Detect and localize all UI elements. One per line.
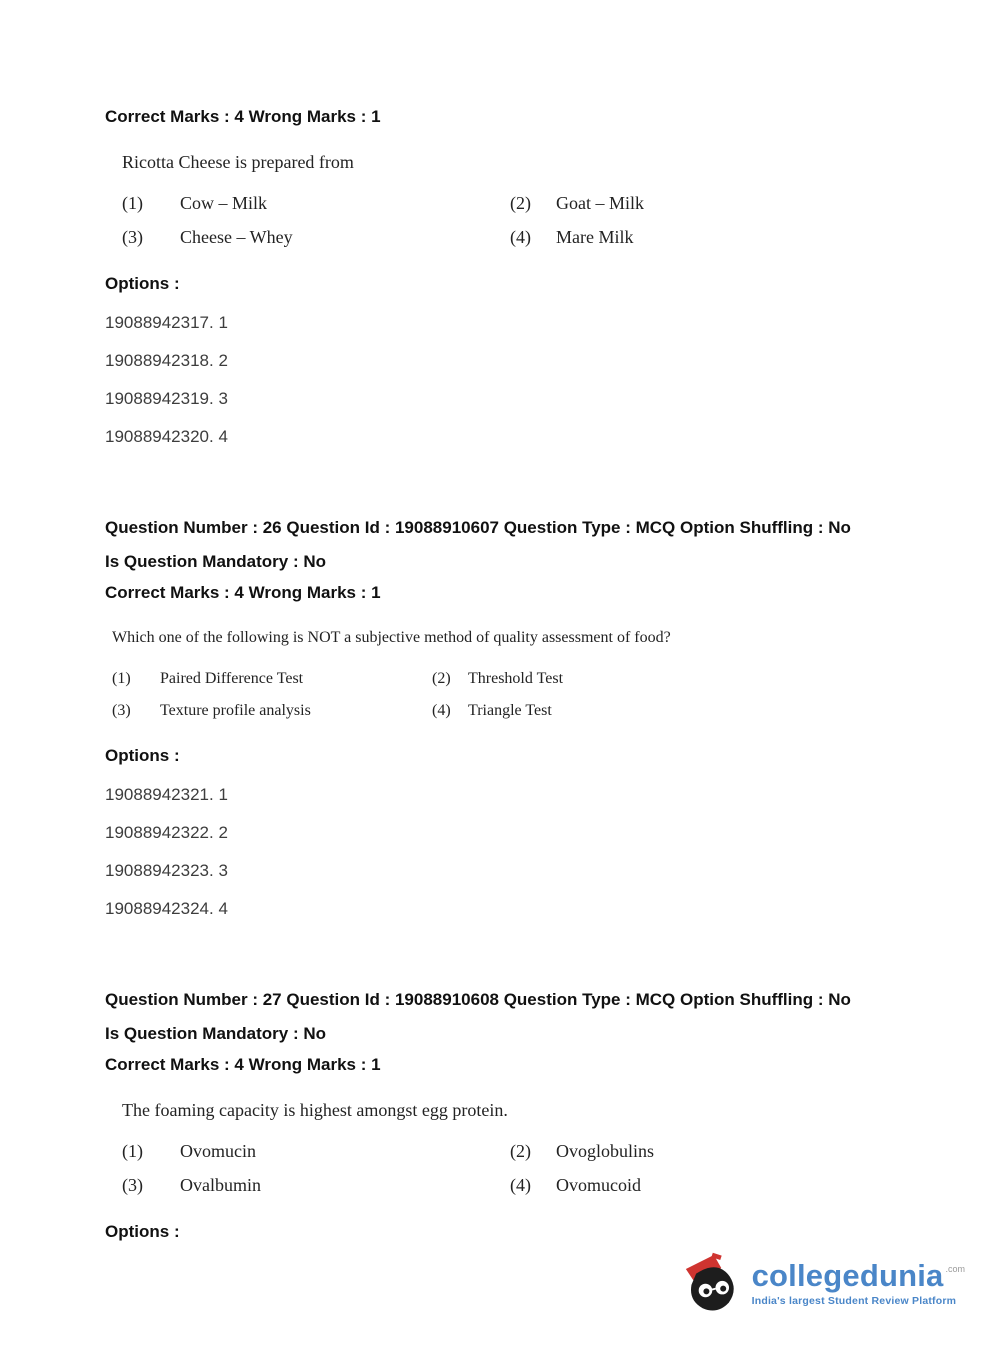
question-meta-line: Question Number : 26 Question Id : 19088910607 Question Type : MCQ Option Shuffling : No [105, 518, 851, 537]
question-meta-line: Question Number : 27 Question Id : 19088910608 Question Type : MCQ Option Shuffling : No [105, 990, 851, 1009]
question-meta-line: Is Question Mandatory : No [105, 1024, 327, 1043]
brand-suffix: .com [945, 1263, 965, 1274]
options-label: Options : [105, 746, 180, 765]
choice-text: Threshold Test [468, 670, 564, 687]
choice-number: (3) [122, 227, 143, 247]
choice-number: (3) [112, 702, 131, 719]
choice-grid [122, 1141, 961, 1196]
choice-number: (2) [432, 670, 451, 687]
choice-number: (4) [432, 702, 451, 719]
question-block-26 [105, 511, 961, 917]
question-text: The foaming capacity is highest amongst egg protein. [122, 1100, 508, 1120]
option-id-item: 19088942323. 3 [105, 861, 228, 880]
choice-number: (4) [510, 227, 531, 247]
choice-number: (1) [112, 670, 131, 687]
option-id-item: 19088942318. 2 [105, 351, 228, 370]
brand-name-line [751, 1257, 965, 1293]
brand-name: collegedunia [751, 1257, 944, 1293]
choice-text: Goat – Milk [556, 193, 644, 213]
option-id-item: 19088942319. 3 [105, 389, 228, 408]
question-text: Ricotta Cheese is prepared from [122, 152, 354, 172]
choice-text: Texture profile analysis [160, 702, 311, 719]
choice-text: Triangle Test [468, 702, 552, 719]
choice-text: Cheese – Whey [180, 227, 293, 247]
option-id-item: 19088942321. 1 [105, 785, 228, 804]
choice-number: (1) [122, 1141, 143, 1161]
option-id-item: 19088942322. 2 [105, 823, 228, 842]
choice-text: Cow – Milk [180, 193, 268, 213]
choice-number: (4) [510, 1175, 531, 1195]
choice-number: (3) [122, 1175, 143, 1195]
marks-line: Correct Marks : 4 Wrong Marks : 1 [105, 583, 381, 602]
options-label: Options : [105, 1222, 180, 1241]
question-block-27 [105, 983, 961, 1242]
question-text: Which one of the following is NOT a subjective method of quality assessment of food? [112, 629, 671, 646]
brand-text [751, 1257, 965, 1307]
choice-text: Paired Difference Test [160, 670, 304, 687]
choice-grid [112, 669, 961, 720]
choice-number: (1) [122, 193, 143, 213]
option-id-item: 19088942320. 4 [105, 427, 228, 446]
choice-text: Ovomucoid [556, 1175, 641, 1195]
choice-text: Ovoglobulins [556, 1141, 655, 1161]
choice-grid [122, 193, 961, 248]
brand-tagline: India's largest Student Review Platform [751, 1294, 957, 1307]
option-id-item: 19088942324. 4 [105, 899, 228, 918]
choice-number: (2) [510, 193, 531, 213]
question-meta-line: Is Question Mandatory : No [105, 552, 327, 571]
collegedunia-logo [684, 1252, 965, 1314]
choice-number: (2) [510, 1141, 531, 1161]
choice-text: Ovalbumin [180, 1175, 261, 1195]
choice-text: Mare Milk [556, 227, 634, 247]
options-label: Options : [105, 274, 180, 293]
marks-line: Correct Marks : 4 Wrong Marks : 1 [105, 1055, 381, 1074]
marks-line: Correct Marks : 4 Wrong Marks : 1 [105, 107, 381, 126]
question-block-25 [105, 107, 961, 445]
collegedunia-mascot-icon [684, 1252, 740, 1314]
choice-text: Ovomucin [180, 1141, 256, 1161]
option-id-item: 19088942317. 1 [105, 313, 228, 332]
